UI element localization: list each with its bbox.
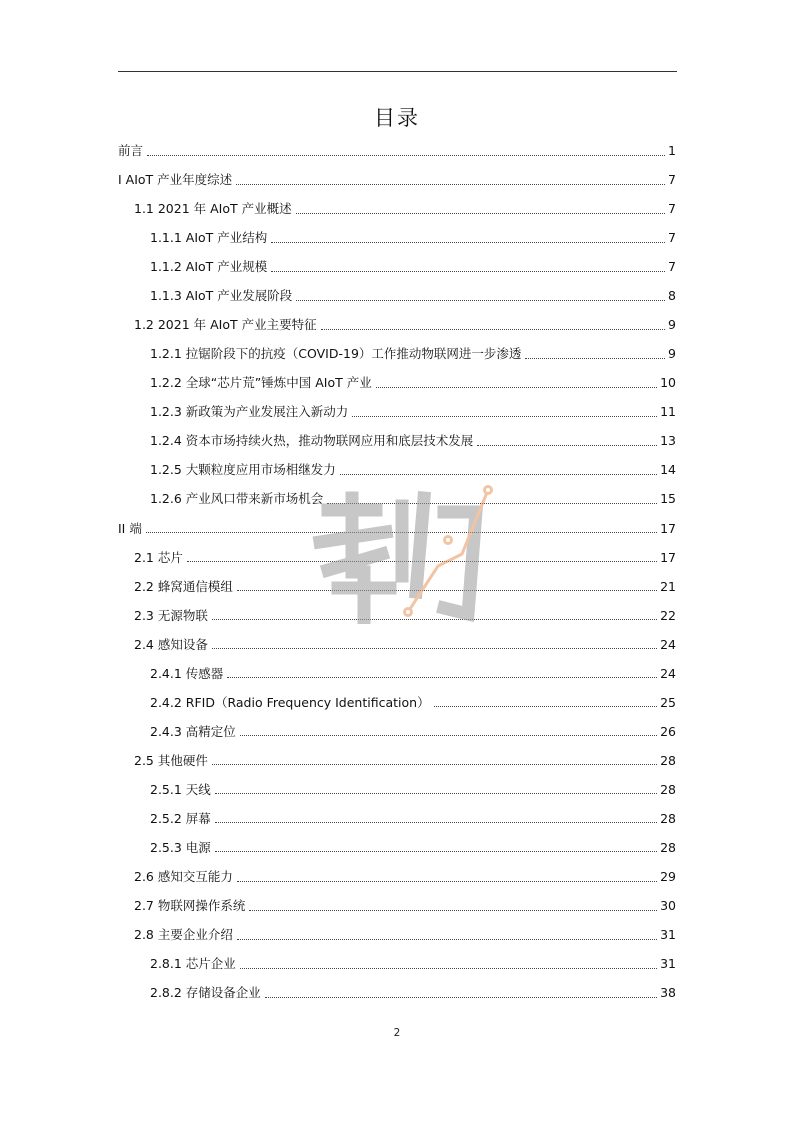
toc-entry[interactable] (150, 804, 676, 833)
toc-leader-dots (352, 415, 657, 417)
toc-entry-label: 前言 (118, 143, 144, 158)
toc-entry-label: 2.5 其他硬件 (134, 752, 208, 768)
header-rule (118, 71, 677, 72)
toc-entry[interactable] (134, 194, 676, 223)
toc-entry-label: 1.1.2 AIoT 产业规模 (150, 259, 268, 275)
toc-leader-dots (237, 938, 657, 940)
toc-leader-dots (212, 647, 657, 649)
toc-entry-page: 29 (660, 869, 676, 884)
toc-entry[interactable] (150, 281, 676, 310)
toc-leader-dots (227, 676, 657, 678)
toc-entry-page: 17 (660, 520, 676, 536)
toc-leader-dots (271, 241, 665, 243)
page-number: 2 (393, 1027, 401, 1039)
toc-entry-label: 1.2.5 大颗粒度应用市场相继发力 (150, 462, 336, 478)
toc-entry-page: 26 (660, 723, 676, 739)
toc-entry[interactable] (150, 339, 676, 368)
toc-entry-page: 1 (668, 143, 676, 158)
toc-entry[interactable] (150, 833, 676, 862)
toc-entry[interactable] (150, 455, 676, 484)
toc-entry-label: 2.5.2 屏幕 (150, 810, 211, 826)
toc-entry-page: 14 (660, 462, 676, 478)
toc-entry[interactable] (134, 630, 676, 659)
toc-entry-page: 7 (668, 201, 676, 217)
toc-entry[interactable] (118, 165, 676, 194)
toc-entry-label: II 端 (118, 520, 142, 536)
toc-entry-page: 7 (668, 259, 676, 275)
toc-leader-dots (321, 328, 665, 330)
toc-leader-dots (236, 183, 665, 185)
toc-entry[interactable] (150, 223, 676, 252)
toc-entry-page: 13 (660, 433, 676, 449)
toc-entry-label: 2.2 蜂窝通信模组 (134, 578, 233, 594)
toc-entry-label: 1.2.3 新政策为产业发展注入新动力 (150, 404, 349, 420)
toc-entry-label: 2.1 芯片 (134, 549, 183, 565)
toc-entry-label: 1.2.1 拉锯阶段下的抗疫（COVID-19）工作推动物联网进一步渗透 (150, 346, 522, 362)
toc-leader-dots (434, 705, 658, 707)
toc-entry[interactable] (134, 920, 676, 949)
toc-leader-dots (215, 792, 657, 794)
toc-entry-page: 28 (660, 781, 676, 797)
toc-entry-page: 24 (660, 636, 676, 652)
toc-entry[interactable] (118, 136, 676, 165)
toc-entry-label: 2.3 无源物联 (134, 607, 208, 623)
toc-entry-label: 1.2 2021 年 AIoT 产业主要特征 (134, 317, 317, 333)
toc-entry-label: 2.5.1 天线 (150, 781, 211, 797)
toc-entry-page: 17 (660, 549, 676, 565)
toc-entry-page: 21 (660, 578, 676, 594)
toc-entry-label: 2.8 主要企业介绍 (134, 927, 233, 943)
toc-leader-dots (271, 270, 665, 272)
toc-entry-page: 7 (668, 172, 676, 188)
toc-entry-label: 2.4.2 RFID（Radio Frequency Identification） (150, 694, 430, 710)
watermark-logo (298, 484, 498, 624)
toc-leader-dots (237, 880, 657, 882)
toc-entry-page: 31 (660, 927, 676, 943)
toc-entry[interactable] (134, 310, 676, 339)
toc-entry-label: 1.2.6 产业风口带来新市场机会 (150, 491, 324, 507)
toc-entry-label: 1.1.3 AIoT 产业发展阶段 (150, 288, 293, 304)
toc-entry-page: 15 (660, 491, 676, 507)
toc-entry[interactable] (150, 252, 676, 281)
toc-leader-dots (296, 299, 665, 301)
toc-entry[interactable] (150, 949, 676, 978)
toc-entry-label: 2.4.3 高精定位 (150, 723, 236, 739)
toc-entry-page: 8 (668, 288, 676, 304)
toc-entry-label: 2.8.1 芯片企业 (150, 956, 236, 972)
toc-leader-dots (525, 357, 665, 359)
toc-entry-label: 2.4.1 传感器 (150, 665, 224, 681)
toc-entry-page: 11 (660, 404, 676, 420)
toc-leader-dots (215, 821, 657, 823)
toc-entry[interactable] (150, 775, 676, 804)
toc-entry-label: 1.1 2021 年 AIoT 产业概述 (134, 201, 292, 217)
toc-entry-label: 2.8.2 存储设备企业 (150, 985, 261, 1001)
toc-entry[interactable] (134, 891, 676, 920)
toc-entry-page: 10 (660, 375, 676, 391)
toc-leader-dots (477, 444, 657, 446)
toc-entry-label: 1.2.4 资本市场持续火热，推动物联网应用和底层技术发展 (150, 433, 474, 449)
toc-entry[interactable] (150, 426, 676, 455)
toc-entry[interactable] (150, 659, 676, 688)
toc-entry[interactable] (150, 368, 676, 397)
toc-entry-label: 2.5.3 电源 (150, 839, 211, 855)
toc-leader-dots (240, 967, 657, 969)
toc-leader-dots (212, 763, 657, 765)
toc-entry[interactable] (134, 746, 676, 775)
toc-entry[interactable] (150, 717, 676, 746)
toc-entry-label: 2.6 感知交互能力 (134, 869, 233, 884)
toc-entry[interactable] (150, 397, 676, 426)
toc-entry-page: 9 (668, 346, 676, 362)
toc-leader-dots (340, 473, 657, 475)
toc-entry-label: 2.4 感知设备 (134, 636, 208, 652)
toc-entry-page: 24 (660, 665, 676, 681)
toc-entry[interactable] (150, 688, 676, 717)
toc-leader-dots (296, 212, 665, 214)
toc-entry-page: 22 (660, 607, 676, 623)
page-title: 目录 (374, 106, 420, 130)
toc-leader-dots (249, 909, 657, 911)
toc-entry-page: 38 (660, 985, 676, 1001)
toc-entry-page: 9 (668, 317, 676, 333)
toc-entry-page: 28 (660, 810, 676, 826)
toc-entry-page: 28 (660, 839, 676, 855)
toc-leader-dots (240, 734, 657, 736)
toc-entry-page: 31 (660, 956, 676, 972)
toc-entry-label: I AIoT 产业年度综述 (118, 172, 233, 188)
toc-entry-page: 7 (668, 230, 676, 246)
toc-entry-page: 25 (660, 694, 676, 710)
toc-entry-page: 28 (660, 752, 676, 768)
toc-entry[interactable] (150, 978, 676, 1007)
toc-leader-dots (147, 154, 665, 156)
toc-leader-dots (376, 386, 657, 388)
toc-entry-label: 1.1.1 AIoT 产业结构 (150, 230, 268, 246)
toc-entry-label: 1.2.2 全球“芯片荒”锤炼中国 AIoT 产业 (150, 375, 372, 391)
toc-entry[interactable] (134, 862, 676, 891)
toc-entry-label: 2.7 物联网操作系统 (134, 898, 246, 914)
toc-leader-dots (265, 996, 657, 998)
toc-entry-page: 30 (660, 898, 676, 914)
toc-leader-dots (215, 850, 657, 852)
